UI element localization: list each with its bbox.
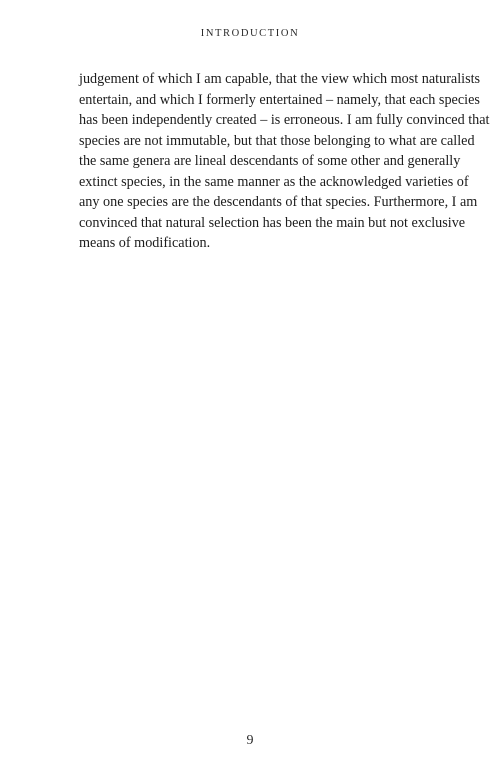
text-line: has been independently created – is erroneous. I am fully convinced that <box>79 112 490 128</box>
text-line: extinct species, in the same manner as the acknowledged varieties of <box>79 173 469 190</box>
text-line: means of modification. <box>79 235 211 251</box>
body-paragraph <box>79 69 490 254</box>
page-number: 9 <box>246 733 254 748</box>
running-head: INTRODUCTION <box>200 28 300 39</box>
text-line: species are not immutable, but that those belonging to what are called <box>79 132 475 149</box>
text-line: entertain, and which I formerly entertained – namely, that each species <box>79 91 480 108</box>
text-line: judgement of which I am capable, that the view which most naturalists <box>79 71 481 87</box>
text-line: the same genera are lineal descendants of some other and generally <box>79 153 461 169</box>
text-line: any one species are the descendants of that species. Furthermore, I am <box>79 194 478 210</box>
text-line: convinced that natural selection has been the main but not exclusive <box>79 214 466 231</box>
